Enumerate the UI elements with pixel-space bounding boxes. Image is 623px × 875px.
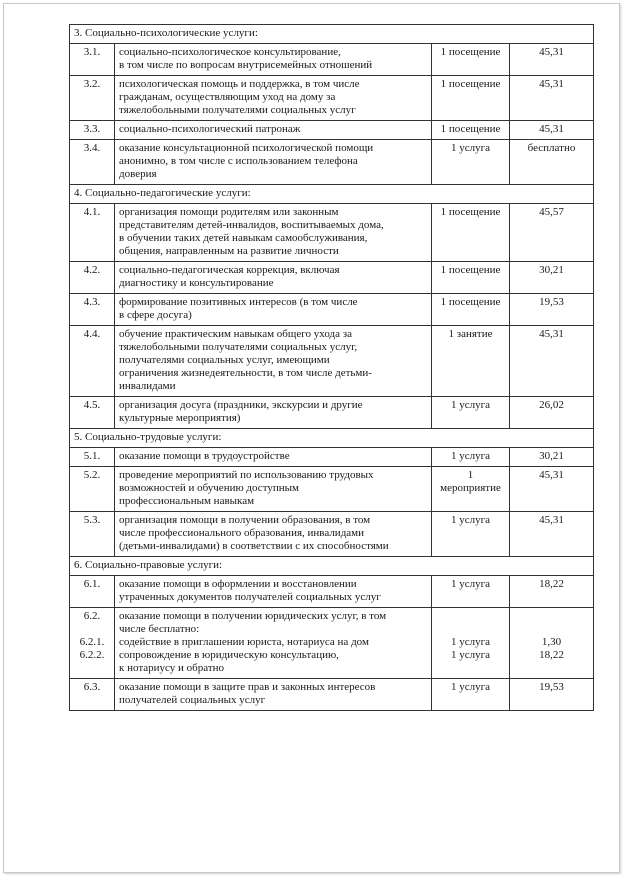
item-number [70, 204, 115, 262]
item-number-line [74, 623, 110, 636]
tariff-price-line: 45,31 [539, 328, 564, 340]
unit-of-service-line: 1 посещение [440, 206, 501, 218]
item-number-line: 4.4. [83, 328, 101, 340]
unit-of-service-line: 1 услуга [450, 399, 490, 411]
item-number [70, 679, 115, 711]
unit-of-service-line: 1 посещение [440, 46, 501, 58]
item-number-line: 4.1. [83, 206, 101, 218]
tariff-price [510, 76, 594, 121]
unit-of-service [432, 512, 510, 557]
service-description-line: оказание помощи в получении юридических услуг, в том [119, 610, 387, 622]
item-number-line: 4.2. [83, 264, 101, 276]
service-description [115, 608, 432, 679]
unit-of-service [432, 397, 510, 429]
unit-of-service [432, 262, 510, 294]
unit-of-service-line: 1 посещение [440, 296, 501, 308]
tariff-price [510, 140, 594, 185]
service-description-line: общения, направленным на развитие личности [119, 245, 339, 257]
tariff-price [510, 204, 594, 262]
service-description [115, 262, 432, 294]
item-number-line: 3.1. [83, 46, 101, 58]
service-description-line: диагностику и консультирование [119, 277, 274, 289]
service-description-line: социально-психологический патронаж [119, 123, 301, 135]
item-number [70, 326, 115, 397]
service-description-line: психологическая помощь и поддержка, в том числе [119, 78, 360, 90]
item-number-line: 6.1. [83, 578, 101, 590]
unit-of-service-line [436, 623, 505, 636]
unit-of-service-line: 1 услуга [450, 514, 490, 526]
table-row [70, 140, 594, 185]
item-number [70, 448, 115, 467]
section-title: 3. Социально-психологические услуги: [70, 25, 594, 44]
section-title: 5. Социально-трудовые услуги: [70, 429, 594, 448]
service-description-line: оказание помощи в защите прав и законных интересов [119, 681, 376, 693]
service-description [115, 204, 432, 262]
unit-of-service-line: 1 посещение [440, 123, 501, 135]
service-description-line: оказание помощи в оформлении и восстановлении [119, 578, 357, 590]
item-number-line: 3.3. [83, 123, 101, 135]
item-number-line: 3.4. [83, 142, 101, 154]
item-number [70, 467, 115, 512]
service-description-line: социально-психологическое консультирование, [119, 46, 341, 58]
tariff-price-line: бесплатно [527, 142, 576, 154]
item-number-line: 6.2.1. [79, 636, 105, 648]
service-description-line: проведение мероприятий по использованию трудовых [119, 469, 374, 481]
unit-of-service [432, 121, 510, 140]
tariff-price-line: 30,21 [539, 450, 564, 462]
item-number [70, 512, 115, 557]
service-description-line: в сфере досуга) [119, 309, 192, 321]
item-number [70, 608, 115, 679]
service-description-line: числе бесплатно: [119, 623, 200, 635]
service-description-line: формирование позитивных интересов (в том числе [119, 296, 358, 308]
table-row [70, 608, 594, 679]
tariff-price [510, 397, 594, 429]
service-description-line: доверия [119, 168, 157, 180]
unit-of-service-line: 1 занятие [448, 328, 493, 340]
tariff-price [510, 608, 594, 679]
unit-of-service-line: 1 услуга [450, 636, 490, 648]
service-description [115, 467, 432, 512]
item-number-line: 4.5. [83, 399, 101, 411]
service-description-line: организация помощи родителям или законным [119, 206, 339, 218]
unit-of-service [432, 294, 510, 326]
table-row [70, 512, 594, 557]
service-description-line: в обучении таких детей навыкам самообслуживания, [119, 232, 368, 244]
table-row [70, 467, 594, 512]
item-number [70, 262, 115, 294]
unit-of-service-line: 1 услуга [450, 450, 490, 462]
item-number [70, 121, 115, 140]
unit-of-service-line: 1 услуга [450, 578, 490, 590]
section-title: 4. Социально-педагогические услуги: [70, 185, 594, 204]
table-row [70, 44, 594, 76]
service-description-line: утраченных документов получателей социальных услуг [119, 591, 381, 603]
table-row [70, 204, 594, 262]
table-row [70, 397, 594, 429]
tariff-price-line: 45,57 [539, 206, 564, 218]
item-number-line: 5.3. [83, 514, 101, 526]
service-description-line: организация помощи в получении образования, в том [119, 514, 371, 526]
table-row [70, 326, 594, 397]
service-description-line: инвалидами [119, 380, 176, 392]
item-number [70, 44, 115, 76]
tariff-price-line: 45,31 [539, 78, 564, 90]
tariff-price [510, 262, 594, 294]
service-description-line: оказание консультационной психологической помощи [119, 142, 374, 154]
tariff-price-line: 18,22 [539, 649, 564, 661]
item-number-line: 5.1. [83, 450, 101, 462]
service-description-line: получателей социальных услуг [119, 694, 266, 706]
item-number [70, 576, 115, 608]
unit-of-service [432, 76, 510, 121]
tariff-price [510, 576, 594, 608]
item-number [70, 76, 115, 121]
tariff-price [510, 326, 594, 397]
tariff-price-line: 45,31 [539, 46, 564, 58]
item-number-line: 6.3. [83, 681, 101, 693]
service-description [115, 326, 432, 397]
tariff-price-line: 45,31 [539, 123, 564, 135]
service-description-line: обучение практическим навыкам общего ухода за [119, 328, 352, 340]
table-row [70, 262, 594, 294]
table-row [70, 679, 594, 711]
unit-of-service [432, 204, 510, 262]
item-number [70, 397, 115, 429]
service-description [115, 679, 432, 711]
service-description [115, 512, 432, 557]
service-description-line: в том числе по вопросам внутрисемейных отношений [119, 59, 373, 71]
service-description-line: оказание помощи в трудоустройстве [119, 450, 290, 462]
tariff-price-line [514, 623, 589, 636]
unit-of-service [432, 467, 510, 512]
unit-of-service [432, 326, 510, 397]
service-description [115, 44, 432, 76]
table-row [70, 294, 594, 326]
table-row [70, 76, 594, 121]
tariff-price-line [514, 610, 589, 623]
service-description-line: культурные мероприятия) [119, 412, 241, 424]
unit-of-service-line: 1 посещение [440, 78, 501, 90]
tariff-price-line: 19,53 [539, 296, 564, 308]
service-description-line: представителям детей-инвалидов, воспитываемых дома, [119, 219, 384, 231]
table-row [70, 448, 594, 467]
section-header-row [70, 25, 594, 44]
tariff-price-line: 45,31 [539, 469, 564, 481]
section-header-row [70, 185, 594, 204]
unit-of-service-line: 1 услуга [450, 649, 490, 661]
service-description-line: сопровождение в юридическую консультацию, [119, 649, 339, 661]
item-number-line: 6.2. [83, 610, 101, 622]
service-description-line: анонимно, в том числе с использованием телефона [119, 155, 358, 167]
unit-of-service-line: 1 [467, 469, 474, 481]
item-number-line: 4.3. [83, 296, 101, 308]
table-row [70, 121, 594, 140]
unit-of-service-line: 1 услуга [450, 142, 490, 154]
service-description-line: ограничения жизнедеятельности, в том числе детьми- [119, 367, 372, 379]
unit-of-service [432, 448, 510, 467]
unit-of-service [432, 679, 510, 711]
tariff-price [510, 44, 594, 76]
service-description [115, 121, 432, 140]
unit-of-service [432, 576, 510, 608]
service-description-line: получателями социальных услуг, имеющими [119, 354, 330, 366]
services-tariff-table [69, 24, 594, 711]
item-number-line: 5.2. [83, 469, 101, 481]
unit-of-service-line: 1 посещение [440, 264, 501, 276]
service-description [115, 140, 432, 185]
table-row [70, 576, 594, 608]
tariff-price [510, 448, 594, 467]
unit-of-service-line: 1 услуга [450, 681, 490, 693]
item-number-line: 3.2. [83, 78, 101, 90]
service-description [115, 397, 432, 429]
service-description-line: тяжелобольными получателями социальных услуг [119, 104, 356, 116]
service-description [115, 294, 432, 326]
service-description-line: гражданам, осуществляющим уход на дому за [119, 91, 336, 103]
tariff-price-line: 26,02 [539, 399, 564, 411]
service-description-line: организация досуга (праздники, экскурсии и другие [119, 399, 363, 411]
tariff-price [510, 512, 594, 557]
section-title: 6. Социально-правовые услуги: [70, 557, 594, 576]
service-description-line: социально-педагогическая коррекция, включая [119, 264, 340, 276]
item-number [70, 140, 115, 185]
unit-of-service [432, 608, 510, 679]
tariff-price-line: 1,30 [541, 636, 562, 648]
unit-of-service [432, 140, 510, 185]
unit-of-service-line [436, 610, 505, 623]
tariff-price-line: 18,22 [539, 578, 564, 590]
service-description-line: возможностей и обучению доступным [119, 482, 299, 494]
item-number [70, 294, 115, 326]
section-header-row [70, 429, 594, 448]
service-description [115, 76, 432, 121]
section-header-row [70, 557, 594, 576]
service-description-line: (детьми-инвалидами) в соответствии с их способностями [119, 540, 389, 552]
service-description-line: содействие в приглашении юриста, нотариуса на дом [119, 636, 369, 648]
unit-of-service [432, 44, 510, 76]
service-description [115, 448, 432, 467]
tariff-price [510, 679, 594, 711]
tariff-price [510, 467, 594, 512]
service-description [115, 576, 432, 608]
tariff-price-line: 19,53 [539, 681, 564, 693]
tariff-price-line: 30,21 [539, 264, 564, 276]
unit-of-service-line: мероприятие [440, 482, 501, 494]
tariff-price-line: 45,31 [539, 514, 564, 526]
tariff-price [510, 121, 594, 140]
tariff-price [510, 294, 594, 326]
service-description-line: к нотариусу и обратно [119, 662, 225, 674]
service-description-line: числе профессионального образования, инвалидами [119, 527, 365, 539]
service-description-line: профессиональным навыкам [119, 495, 255, 507]
item-number-line: 6.2.2. [79, 649, 105, 661]
service-description-line: тяжелобольными получателями социальных услуг, [119, 341, 358, 353]
